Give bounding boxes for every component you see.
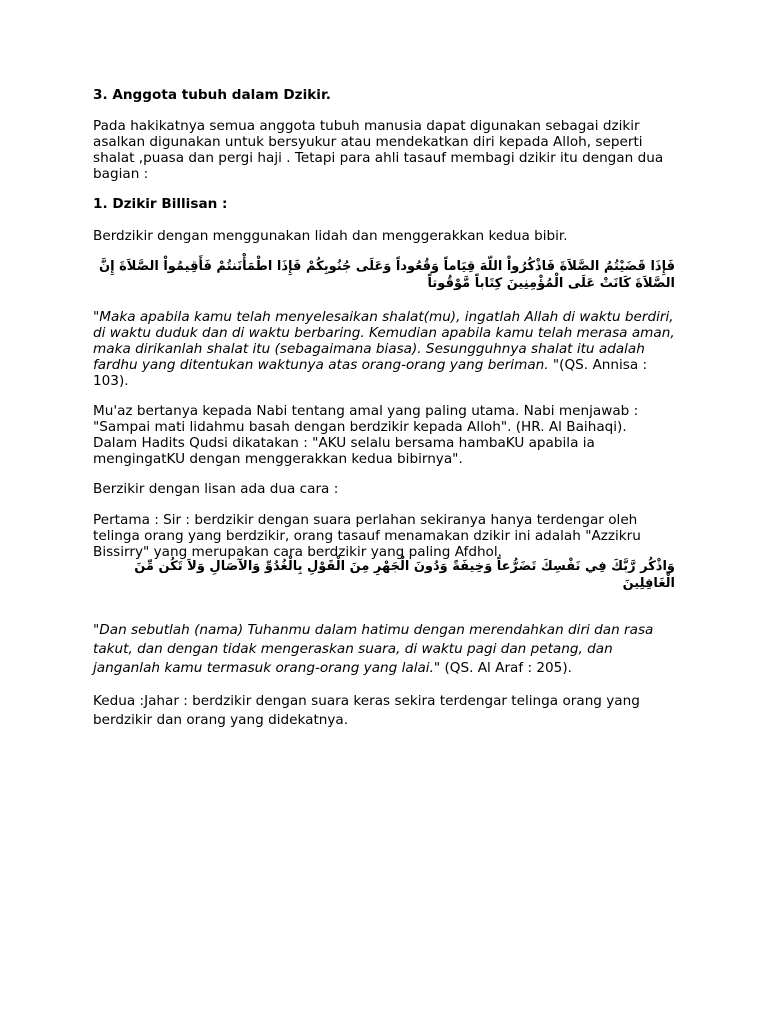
verse2-translation-text: Dan sebutlah (nama) Tuhanmu dalam hatimu dengan merendahkan diri dan rasa takut, dan dengan tidak mengeraskan suara, di waktu pagi dan petang, dan janganlah kamu termasuk orang-orang yang lalai. (93, 622, 654, 676)
verse1-open-quote: " (93, 309, 100, 325)
muaz-paragraph: Mu'az bertanya kepada Nabi tentang amal yang paling utama. Nabi menjawab : "Sampai mati lidahmu basah dengan berdzikir kepada Alloh". (HR. Al Baihaqi). Dalam Hadits Qudsi dikatakan : "AKU selalu bersama hambaKU apabila ia mengingatKU dengan menggerakkan kedua bibirnya". (93, 403, 639, 467)
verse1-translation-text: Maka apabila kamu telah menyelesaikan shalat(mu), ingatlah Allah di waktu berdiri, di waktu duduk dan di waktu berbaring. Kemudian apabila kamu telah merasa aman, maka dirikanlah shalat itu (sebagaimana biasa). Sesungguhnya shalat itu adalah fardhu yang ditentukan waktunya atas orang-orang yang beriman. (93, 309, 675, 373)
subsection-title: 1. Dzikir Billisan : (93, 196, 228, 212)
section-title: 3. Anggota tubuh dalam Dzikir. (93, 87, 331, 103)
pertama-paragraph: Pertama : Sir : berdzikir dengan suara perlahan sekiranya hanya terdengar oleh telinga orang yang berdzikir, orang tasauf menamakan dzikir ini adalah "Azzikru Bissirry" yang merupakan cara berdzikir yang paling Afdhol. (93, 512, 641, 560)
verse2-open-quote: " (93, 622, 100, 638)
verse2-translation (93, 621, 675, 678)
verse2-arabic: وَاذْكُر رَّبَّكَ فِي نَفْسِكَ تَضَرُّعاً وَخِيفَةً وَدُونَ الْجَهْرِ مِنَ الْقَوْلِ بِالْغُدُوِّ وَالآصَالِ وَلاَ تَكُن مِّنَ الْغَافِلِينَ (134, 559, 675, 591)
verse1-reference: "(QS. Annisa : 103). (93, 357, 648, 389)
verse2-reference: " (QS. Al Araf : 205). (433, 660, 572, 676)
verse1-arabic: فَإِذَا قَضَيْتُمُ الصَّلاَةَ فَاذْكُرُواْ اللّهَ قِيَاماً وَقُعُوداً وَعَلَى جُنُوبِكُمْ فَإِذَا اطْمَأْنَنتُمْ فَأَقِيمُواْ الصَّلاَةَ إِنَّ الصَّلاَةَ كَانَتْ عَلَى الْمُؤْمِنِينَ كِتَاباً مَّوْقُوتاً (99, 259, 675, 291)
two-ways-line: Berzikir dengan lisan ada dua cara : (93, 481, 339, 497)
billisan-definition: Berdzikir dengan menggunakan lidah dan menggerakkan kedua bibir. (93, 228, 568, 244)
intro-paragraph: Pada hakikatnya semua anggota tubuh manusia dapat digunakan sebagai dzikir asalkan digunakan untuk bersyukur atau mendekatkan diri kepada Alloh, seperti shalat ,puasa dan pergi haji . Tetapi para ahli tasauf membagi dzikir itu dengan dua bagian : (93, 118, 664, 182)
verse1-translation (93, 309, 675, 389)
kedua-paragraph: Kedua :Jahar : berdzikir dengan suara keras sekira terdengar telinga orang yang berdzikir dan orang yang didekatnya. (93, 693, 640, 728)
